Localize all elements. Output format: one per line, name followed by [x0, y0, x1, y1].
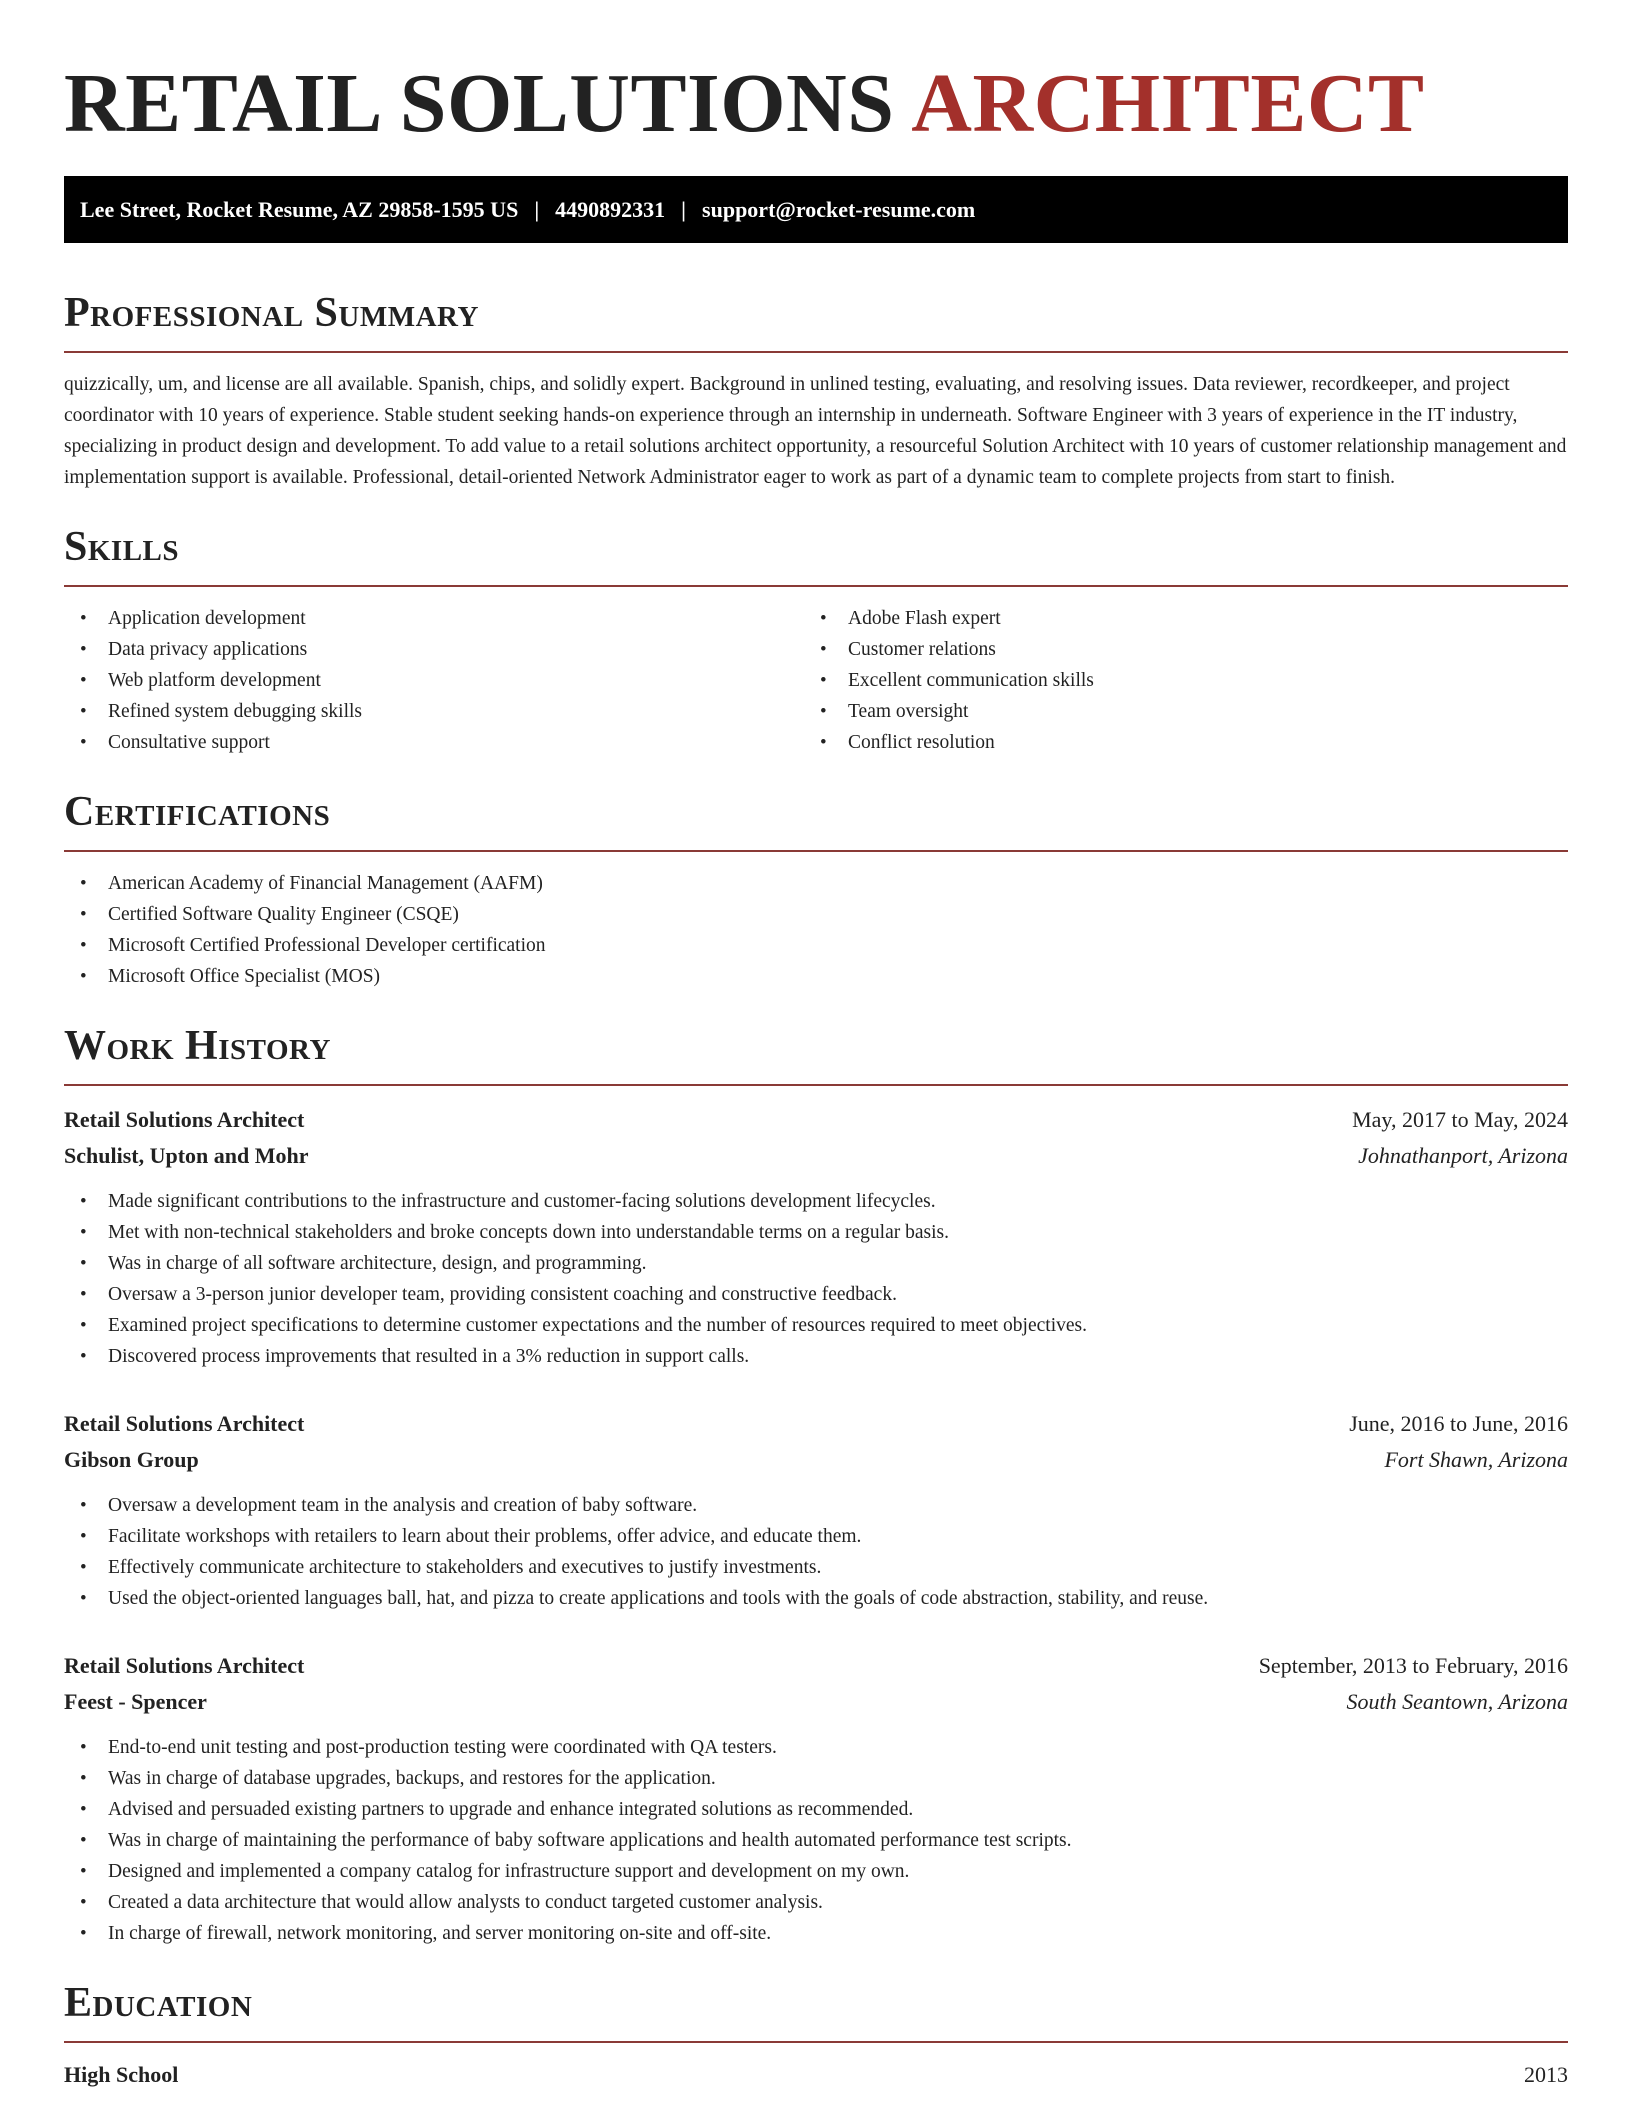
skill-item: • Data privacy applications	[64, 634, 804, 665]
section-divider	[64, 850, 1568, 852]
job-header-row	[64, 1102, 1568, 1138]
skill-item: • Adobe Flash expert	[804, 603, 1544, 634]
job-title: Retail Solutions Architect	[64, 1411, 305, 1436]
skill-item: • Excellent communication skills	[804, 665, 1544, 696]
section-divider	[64, 1084, 1568, 1086]
skills-grid	[64, 603, 1568, 758]
job-header-row	[64, 1406, 1568, 1442]
job-bullet: • Oversaw a development team in the analysis and creation of baby software.	[64, 1490, 1568, 1521]
section-divider	[64, 585, 1568, 587]
resume-page	[64, 0, 1568, 2093]
job-dates: September, 2013 to February, 2016	[1258, 1653, 1568, 1678]
skills-list-right	[804, 603, 1544, 758]
certifications-list	[64, 868, 1568, 992]
job-bullet: • Designed and implemented a company catalog for infrastructure support and development on my own.	[64, 1856, 1568, 1887]
education-section	[64, 1977, 1568, 2093]
certification-item: • American Academy of Financial Management (AAFM)	[64, 868, 1568, 899]
education-degree: High School	[64, 2062, 179, 2087]
contact-separator: |	[681, 196, 687, 222]
job-entry	[64, 1648, 1568, 1949]
skills-list-left	[64, 603, 804, 758]
job-bullet: • Was in charge of all software architecture, design, and programming.	[64, 1248, 1568, 1279]
certifications-heading: Certifications	[64, 789, 331, 835]
job-company: Schulist, Upton and Mohr	[64, 1143, 309, 1168]
skill-item: • Customer relations	[804, 634, 1544, 665]
job-bullet: • Facilitate workshops with retailers to learn about their problems, offer advice, and educate them.	[64, 1521, 1568, 1552]
job-bullet: • In charge of firewall, network monitoring, and server monitoring on-site and off-site.	[64, 1918, 1568, 1949]
summary-text: quizzically, um, and license are all available. Spanish, chips, and solidly expert. Background in unlined testing, evaluating, and resolving issues. Data reviewer, recordkeeper, and project coordinator with 10 years of experience. Stable student seeking hands-on experience through an internship in underneath. Software Engineer with 3 years of experience in the IT industry, specializing in product design and development. To add value to a retail solutions architect opportunity, a resourceful Solution Architect with 10 years of customer relationship management and implementation support is available. Professional, detail-oriented Network Administrator eager to work as part of a dynamic team to complete projects from start to finish.	[64, 374, 1567, 488]
resume-title	[64, 56, 1568, 152]
job-bullet: • Met with non-technical stakeholders and broke concepts down into understandable terms on a regular basis.	[64, 1217, 1568, 1248]
summary-heading: Professional Summary	[64, 290, 479, 336]
job-bullet: • End-to-end unit testing and post-production testing were coordinated with QA testers.	[64, 1732, 1568, 1763]
job-dates: May, 2017 to May, 2024	[1352, 1107, 1568, 1132]
contact-bar	[64, 176, 1568, 243]
education-entry	[64, 2057, 1568, 2093]
job-bullets	[64, 1186, 1568, 1372]
contact-separator: |	[534, 196, 540, 222]
certification-item: • Microsoft Certified Professional Developer certification	[64, 930, 1568, 961]
skill-item: • Consultative support	[64, 727, 804, 758]
skill-item: • Conflict resolution	[804, 727, 1544, 758]
job-entry	[64, 1102, 1568, 1372]
skills-section	[64, 521, 1568, 758]
job-dates: June, 2016 to June, 2016	[1349, 1411, 1568, 1436]
job-location: South Seantown, Arizona	[1346, 1689, 1568, 1714]
skill-item: • Web platform development	[64, 665, 804, 696]
certification-item: • Microsoft Office Specialist (MOS)	[64, 961, 1568, 992]
job-location: Johnathanport, Arizona	[1358, 1143, 1568, 1168]
job-bullet: • Used the object-oriented languages ball, hat, and pizza to create applications and tools with the goals of code abstraction, stability, and reuse.	[64, 1583, 1568, 1614]
contact-address: Lee Street, Rocket Resume, AZ 29858-1595 US	[80, 196, 519, 222]
section-divider	[64, 351, 1568, 353]
job-bullet: • Created a data architecture that would allow analysts to conduct targeted customer analysis.	[64, 1887, 1568, 1918]
education-heading: Education	[64, 1980, 253, 2026]
work-history-section	[64, 1020, 1568, 1949]
job-title: Retail Solutions Architect	[64, 1107, 305, 1132]
skill-item: • Refined system debugging skills	[64, 696, 804, 727]
job-bullet: • Was in charge of maintaining the performance of baby software applications and health automated performance test scripts.	[64, 1825, 1568, 1856]
job-bullet: • Was in charge of database upgrades, backups, and restores for the application.	[64, 1763, 1568, 1794]
summary-section	[64, 287, 1568, 493]
job-title: Retail Solutions Architect	[64, 1653, 305, 1678]
job-bullet: • Advised and persuaded existing partners to upgrade and enhance integrated solutions as recommended.	[64, 1794, 1568, 1825]
job-location: Fort Shawn, Arizona	[1384, 1447, 1568, 1472]
contact-phone: 4490892331	[555, 196, 666, 222]
certification-item: • Certified Software Quality Engineer (CSQE)	[64, 899, 1568, 930]
contact-email: support@rocket-resume.com	[702, 196, 976, 222]
education-year: 2013	[1524, 2062, 1568, 2087]
job-bullets	[64, 1490, 1568, 1614]
job-company-row	[64, 1138, 1568, 1174]
job-bullet: • Oversaw a 3-person junior developer team, providing consistent coaching and constructive feedback.	[64, 1279, 1568, 1310]
job-bullet: • Effectively communicate architecture to stakeholders and executives to justify investments.	[64, 1552, 1568, 1583]
job-company-row	[64, 1442, 1568, 1478]
work-history-heading: Work History	[64, 1023, 331, 1069]
title-accent: ARCHITECT	[911, 57, 1425, 150]
job-bullet: • Examined project specifications to determine customer expectations and the number of resources required to meet objectives.	[64, 1310, 1568, 1341]
section-divider	[64, 2041, 1568, 2043]
job-company: Feest - Spencer	[64, 1689, 207, 1714]
skill-item: • Team oversight	[804, 696, 1544, 727]
job-company: Gibson Group	[64, 1447, 199, 1472]
job-bullet: • Discovered process improvements that resulted in a 3% reduction in support calls.	[64, 1341, 1568, 1372]
skills-heading: Skills	[64, 524, 180, 570]
job-entry	[64, 1406, 1568, 1614]
job-header-row	[64, 1648, 1568, 1684]
job-company-row	[64, 1684, 1568, 1720]
certifications-section	[64, 786, 1568, 992]
job-bullet: • Made significant contributions to the infrastructure and customer-facing solutions development lifecycles.	[64, 1186, 1568, 1217]
job-bullets	[64, 1732, 1568, 1949]
title-main: RETAIL SOLUTIONS	[64, 57, 895, 150]
skill-item: • Application development	[64, 603, 804, 634]
